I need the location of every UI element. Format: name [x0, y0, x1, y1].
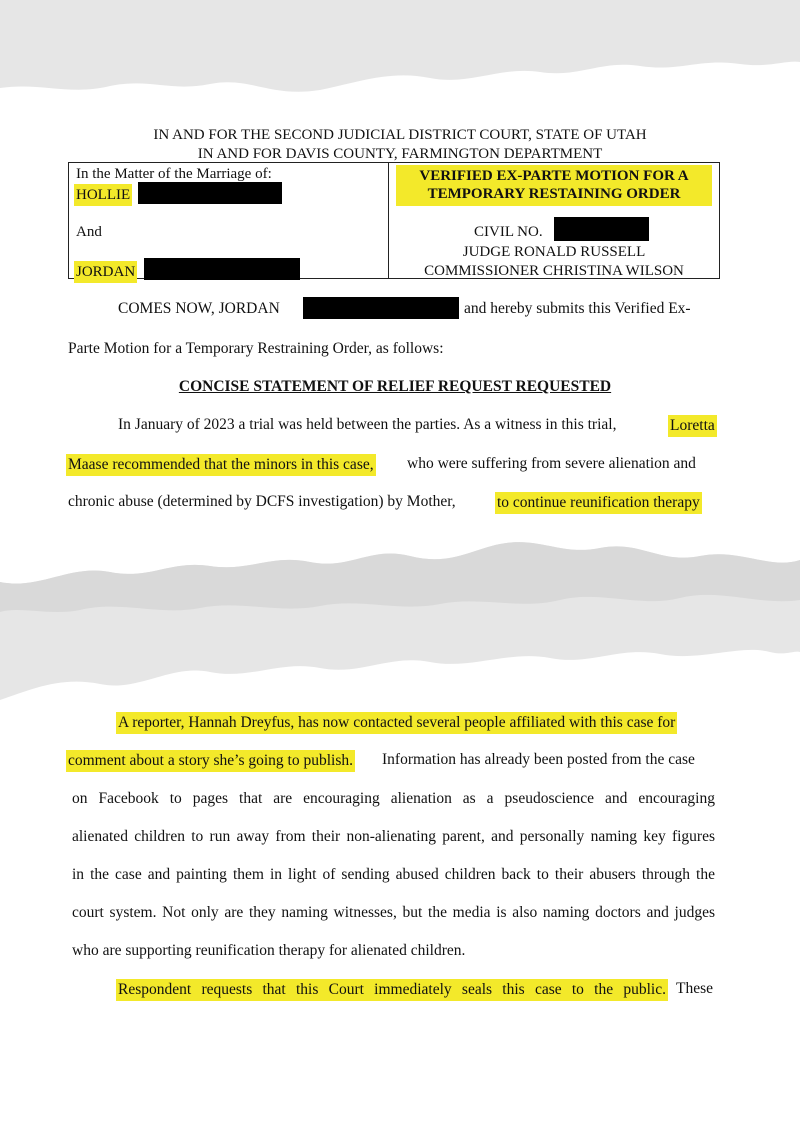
intro-line-1-b: and hereby submits this Verified Ex- [464, 300, 691, 317]
para2-line4: alienated children to run away from their non-alienating parent, and personally naming key figures [72, 828, 715, 845]
para2-line2-b: Information has already been posted from the case [382, 751, 695, 768]
para2-line6: court system. Not only are they naming witnesses, but the media is also naming doctors and judges [72, 904, 715, 921]
motion-title-line-2: TEMPORARY RESTAINING ORDER [396, 184, 712, 206]
civil-no-label: CIVIL NO. [474, 224, 543, 240]
para2-line5: in the case and painting them in light of sending abused children back to their abusers through the [72, 866, 715, 883]
para1-line2-b: who were suffering from severe alienation and [407, 455, 696, 472]
redaction-party-2 [144, 258, 300, 280]
para2-line3: on Facebook to pages that are encouraging alienation as a pseudoscience and encouraging [72, 790, 715, 807]
motion-title-line-1: VERIFIED EX-PARTE MOTION FOR A [396, 165, 712, 186]
judge-name: JUDGE RONALD RUSSELL [462, 244, 646, 260]
para1-line3-a: chronic abuse (determined by DCFS investigation) by Mother, [68, 493, 456, 510]
para3-line1-highlight: Respondent requests that this Court immediately seals this case to the public. [116, 979, 668, 1001]
para1-line2-highlight: Maase recommended that the minors in this case, [66, 454, 376, 476]
party-2-name: JORDAN [74, 261, 137, 283]
party-1-name: HOLLIE [74, 184, 132, 206]
redaction-party-1 [138, 182, 282, 204]
commissioner-name: COMMISSIONER CHRISTINA WILSON [424, 263, 684, 279]
para2-line2-highlight: comment about a story she’s going to publish. [66, 750, 355, 772]
caption-and: And [76, 224, 102, 240]
section-heading: CONCISE STATEMENT OF RELIEF REQUEST REQUESTED [178, 378, 612, 395]
para1-line3-highlight: to continue reunification therapy [495, 492, 702, 514]
para2-line1-highlight: A reporter, Hannah Dreyfus, has now contacted several people affiliated with this case for [116, 712, 677, 734]
redaction-civil-no [554, 217, 649, 241]
para1-line1-highlight: Loretta [668, 415, 717, 437]
para3-line1-b: These [676, 980, 714, 997]
court-name-line-2: IN AND FOR DAVIS COUNTY, FARMINGTON DEPARTMENT [197, 146, 603, 162]
para1-line1-a: In January of 2023 a trial was held between the parties. As a witness in this trial, [118, 416, 617, 433]
intro-line-1-a: COMES NOW, JORDAN [118, 300, 280, 317]
redaction-intro-name [303, 297, 459, 319]
court-name-line-1: IN AND FOR THE SECOND JUDICIAL DISTRICT COURT, STATE OF UTAH [153, 127, 647, 143]
para2-line7: who are supporting reunification therapy for alienated children. [72, 942, 466, 959]
intro-line-2: Parte Motion for a Temporary Restraining Order, as follows: [68, 340, 444, 357]
caption-matter-label: In the Matter of the Marriage of: [76, 166, 272, 182]
caption-divider [388, 162, 389, 278]
